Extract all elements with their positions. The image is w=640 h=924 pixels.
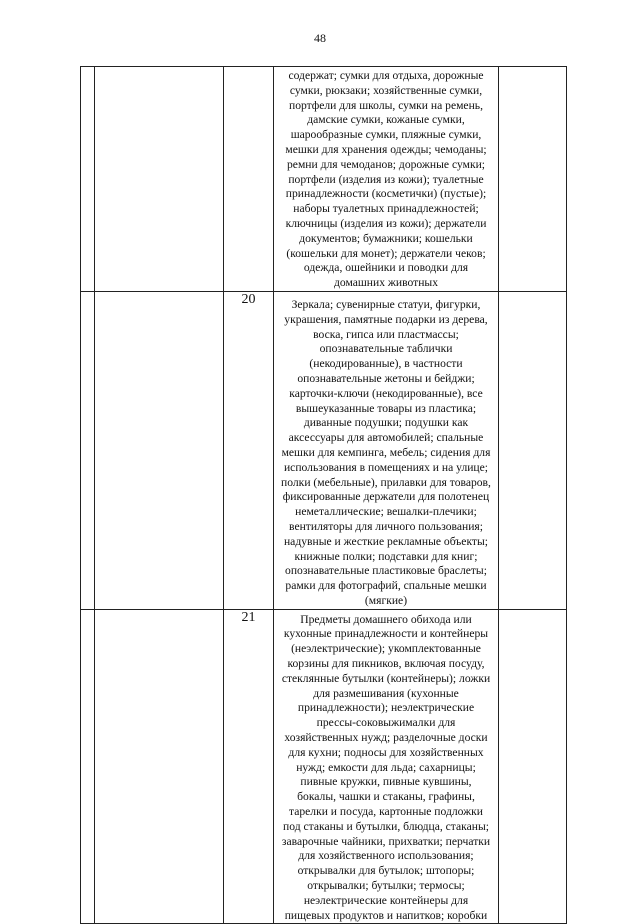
goods-classification-table	[80, 66, 567, 924]
description-line: для хозяйственного использования;	[298, 849, 474, 863]
description-line: Предметы домашнего обихода или	[300, 612, 472, 626]
description-line: принадлежности (косметички) (пустые);	[285, 187, 487, 201]
description-line: (мягкие)	[364, 593, 408, 607]
empty-cell	[81, 609, 95, 924]
empty-cell	[95, 609, 224, 924]
description-line: под стаканы и бутылки, блюдца, стаканы;	[283, 819, 489, 833]
description-line: диванные подушки; подушки как	[303, 416, 469, 430]
description-line: (некодированные), в частности	[309, 357, 463, 371]
description-line: одежда, ошейники и поводки для	[303, 261, 469, 275]
description-line: шарообразные сумки, пляжные сумки,	[290, 128, 482, 142]
table-row	[81, 67, 567, 292]
description-line: наборы туалетных принадлежностей;	[293, 202, 479, 216]
goods-description-cell	[274, 609, 499, 924]
description-line: корзины для пикников, включая посуду,	[287, 657, 485, 671]
description-line: вышеуказанные товары из пластика;	[295, 401, 477, 415]
description-line: неэлектрические контейнеры для	[303, 893, 469, 907]
empty-cell	[95, 67, 224, 292]
description-line: надувные и жесткие рекламные объекты;	[283, 534, 489, 548]
description-line: Зеркала; сувенирные статуи, фигурки,	[291, 297, 481, 311]
description-line: пищевых продуктов и напитков; коробки	[284, 908, 488, 922]
description-line: домашних животных	[333, 276, 439, 290]
description-line: (неэлектрические); укомплектованные	[291, 642, 481, 656]
description-line: рамки для фотографий, спальные мешки	[285, 579, 487, 593]
empty-cell	[81, 67, 95, 292]
description-line: украшения, памятные подарки из дерева,	[284, 312, 488, 326]
goods-description-cell	[274, 67, 499, 292]
description-line: фиксированные держатели для полотенец	[282, 490, 490, 504]
description-line: сумки, рюкзаки; хозяйственные сумки,	[289, 83, 483, 97]
description-line: стеклянные бутылки (контейнеры); ложки	[281, 671, 491, 685]
empty-cell	[499, 291, 567, 609]
description-line: содержат; сумки для отдыха, дорожные	[288, 69, 484, 82]
description-line: ремни для чемоданов; дорожные сумки;	[287, 157, 485, 171]
description-line: мешки для кемпинга, мебель; сидения для	[281, 445, 491, 459]
description-line: портфели (изделия из кожи); туалетные	[288, 172, 484, 186]
class-number-cell: 20	[224, 291, 274, 609]
description-line: для размешивания (кухонные	[313, 686, 459, 700]
description-line: аксессуары для автомобилей; спальные	[288, 431, 484, 445]
description-line: ключницы (изделия из кожи); держатели	[285, 216, 487, 230]
description-line: пивные кружки, пивные кувшины,	[300, 775, 472, 789]
description-line: документов; бумажники; кошельки	[299, 231, 473, 245]
description-line: хозяйственных нужд; разделочные доски	[284, 731, 488, 745]
page-number: 48	[314, 31, 326, 45]
table-row	[81, 291, 567, 609]
description-line: неметаллические; вешалки-плечики;	[295, 505, 477, 519]
description-line: опознавательные таблички	[319, 342, 453, 356]
description-line: нужд; емкости для льда; сахарницы;	[296, 760, 476, 774]
empty-cell	[95, 291, 224, 609]
description-line: прессы-соковыжималки для	[316, 716, 456, 730]
description-line: портфели для школы, сумки на ремень,	[289, 98, 483, 112]
description-line: (кошельки для монет); держатели чеков;	[286, 246, 486, 260]
description-line: для кухни; подносы для хозяйственных	[288, 745, 484, 759]
class-number-cell	[224, 67, 274, 292]
description-line: дамские сумки, кожаные сумки,	[307, 113, 465, 127]
description-line: бокалы, чашки и стаканы, графины,	[297, 790, 475, 804]
description-line: заварочные чайники, прихватки; перчатки	[281, 834, 491, 848]
description-line: воска, гипса или пластмассы;	[313, 327, 459, 341]
description-line: открывалки; бутылки; термосы;	[307, 879, 465, 893]
description-line: мешки для хранения одежды; чемоданы;	[285, 142, 487, 156]
empty-cell	[499, 67, 567, 292]
description-line: книжные полки; подставки для книг;	[294, 549, 478, 563]
description-line: принадлежности); неэлектрические	[297, 701, 475, 715]
description-line: карточки-ключи (некодированные), все	[289, 386, 483, 400]
description-line: тарелки и посуда, картонные подложки	[288, 805, 484, 819]
class-number-cell: 21	[224, 609, 274, 924]
description-line: опознавательные жетоны и бейджи;	[297, 371, 475, 385]
description-line: опознавательные пластиковые браслеты;	[285, 564, 487, 578]
description-line: открывалки для бутылок; штопоры;	[297, 864, 475, 878]
empty-cell	[81, 291, 95, 609]
goods-description-cell	[274, 291, 499, 609]
description-line: полки (мебельные), прилавки для товаров,	[281, 475, 491, 489]
table-row	[81, 609, 567, 924]
description-line: вентиляторы для личного пользования;	[289, 519, 483, 533]
description-line: использования в помещениях и на улице;	[283, 460, 489, 474]
empty-cell	[499, 609, 567, 924]
description-line: кухонные принадлежности и контейнеры	[283, 627, 489, 641]
